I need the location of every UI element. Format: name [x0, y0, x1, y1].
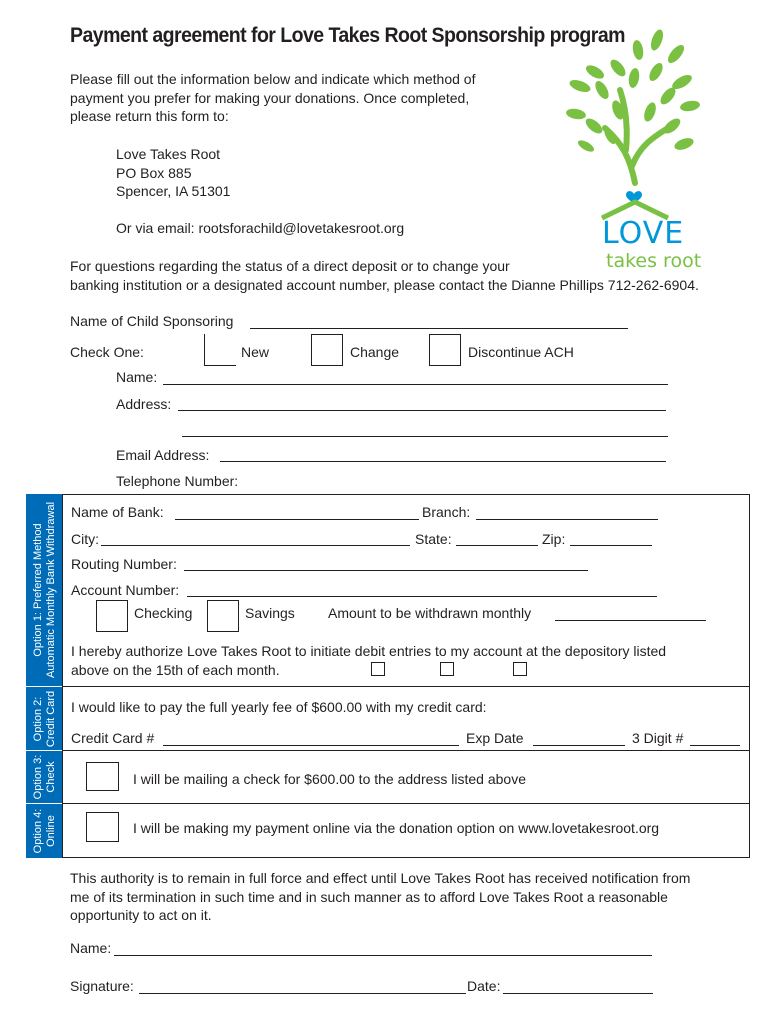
child-name-field[interactable]: [250, 328, 628, 329]
state-field[interactable]: [456, 545, 538, 546]
signature-field[interactable]: [139, 993, 466, 994]
child-label: Name of Child Sponsoring: [70, 313, 234, 329]
divider-1: [62, 686, 750, 687]
address-field[interactable]: [178, 410, 666, 411]
option1-sidebar: Option 1: Preferred Method Automatic Monthly Bank Withdrawal: [26, 494, 63, 686]
cvv-field[interactable]: [690, 745, 740, 746]
change-label: Change: [350, 344, 400, 360]
address-label: Address:: [116, 396, 172, 412]
amount-field[interactable]: [555, 620, 706, 621]
footer-name-field[interactable]: [114, 955, 652, 956]
signature-label: Signature:: [70, 978, 134, 994]
city-label: City:: [71, 531, 99, 547]
bank-label: Name of Bank:: [71, 504, 164, 520]
savings-label: Savings: [245, 605, 295, 621]
credit-card-label: Credit Card #: [71, 730, 155, 746]
check-payment-text: I will be mailing a check for $600.00 to the address listed above: [133, 771, 527, 787]
authority-text: This authority is to remain in full force and effect until Love Takes Root has received notification from me of its termination in such time and in such manner as to afford Love Takes Root a reasonable opportunity to act on it.: [70, 870, 691, 923]
intro-text: Please fill out the information below and indicate which method of payment you prefer for making your donations. Once completed, please return this form to:: [70, 71, 476, 124]
online-payment-checkbox[interactable]: [86, 812, 119, 842]
phone-label: Telephone Number:: [116, 473, 239, 489]
account-field[interactable]: [187, 596, 657, 597]
date-field[interactable]: [503, 993, 653, 994]
name-field[interactable]: [163, 384, 668, 385]
credit-card-field[interactable]: [163, 745, 459, 746]
branch-field[interactable]: [476, 519, 658, 520]
address-field-2[interactable]: [182, 436, 668, 437]
authorize-text: I hereby authorize Love Takes Root to initiate debit entries to my account at the depository listed above on the 15th of each month.: [71, 643, 667, 678]
email-label: Email Address:: [116, 447, 210, 463]
email-field[interactable]: [220, 461, 666, 462]
bank-field[interactable]: [175, 519, 419, 520]
name-label: Name:: [116, 369, 158, 385]
exp-date-field[interactable]: [533, 745, 625, 746]
check-payment-checkbox[interactable]: [86, 762, 119, 791]
option4-sidebar: Option 4: Online: [26, 804, 63, 858]
logo-word-takes-root: takes root: [606, 250, 702, 272]
change-checkbox[interactable]: [311, 334, 343, 366]
footer-name-label: Name:: [70, 940, 112, 956]
logo: [560, 28, 710, 273]
logo-word-love: LOVE: [602, 216, 685, 251]
savings-checkbox[interactable]: [207, 600, 239, 632]
amount-label: Amount to be withdrawn monthly: [328, 605, 532, 621]
check-one-label: Check One:: [70, 344, 144, 360]
page-title: Payment agreement for Love Takes Root Sponsorship program: [70, 24, 625, 47]
authorize-box-2[interactable]: [440, 662, 454, 676]
authorize-box-1[interactable]: [371, 662, 385, 676]
divider-3: [62, 803, 750, 804]
state-label: State:: [415, 531, 452, 547]
branch-label: Branch:: [422, 504, 471, 520]
city-field[interactable]: [101, 545, 410, 546]
online-payment-text: I will be making my payment online via the donation option on www.lovetakesroot.org: [133, 820, 660, 836]
email-instructions: Or via email: rootsforachild@lovetakesroot.org: [116, 220, 405, 236]
discontinue-checkbox[interactable]: [429, 334, 461, 366]
date-label: Date:: [467, 978, 501, 994]
option3-sidebar: Option 3: Check: [26, 751, 63, 803]
zip-field[interactable]: [570, 545, 652, 546]
cvv-label: 3 Digit #: [632, 730, 684, 746]
zip-label: Zip:: [542, 531, 566, 547]
mailing-address: Love Takes Root PO Box 885 Spencer, IA 51301: [116, 146, 231, 199]
checking-label: Checking: [134, 605, 193, 621]
exp-date-label: Exp Date: [466, 730, 524, 746]
account-label: Account Number:: [71, 582, 180, 598]
checking-checkbox[interactable]: [96, 600, 128, 632]
discontinue-label: Discontinue ACH: [468, 344, 574, 360]
divider-2: [62, 750, 750, 751]
routing-field[interactable]: [184, 570, 588, 571]
new-checkbox[interactable]: [204, 334, 236, 366]
option2-sidebar: Option 2: Credit Card: [26, 687, 63, 750]
authorize-box-3[interactable]: [513, 662, 527, 676]
new-label: New: [241, 344, 270, 360]
routing-label: Routing Number:: [71, 556, 177, 572]
questions-text: For questions regarding the status of a direct deposit or to change your banking institution or a designated account number, please contact the Dianne Phillips 712-262-6904.: [70, 258, 699, 293]
credit-card-text: I would like to pay the full yearly fee of $600.00 with my credit card:: [71, 699, 487, 715]
